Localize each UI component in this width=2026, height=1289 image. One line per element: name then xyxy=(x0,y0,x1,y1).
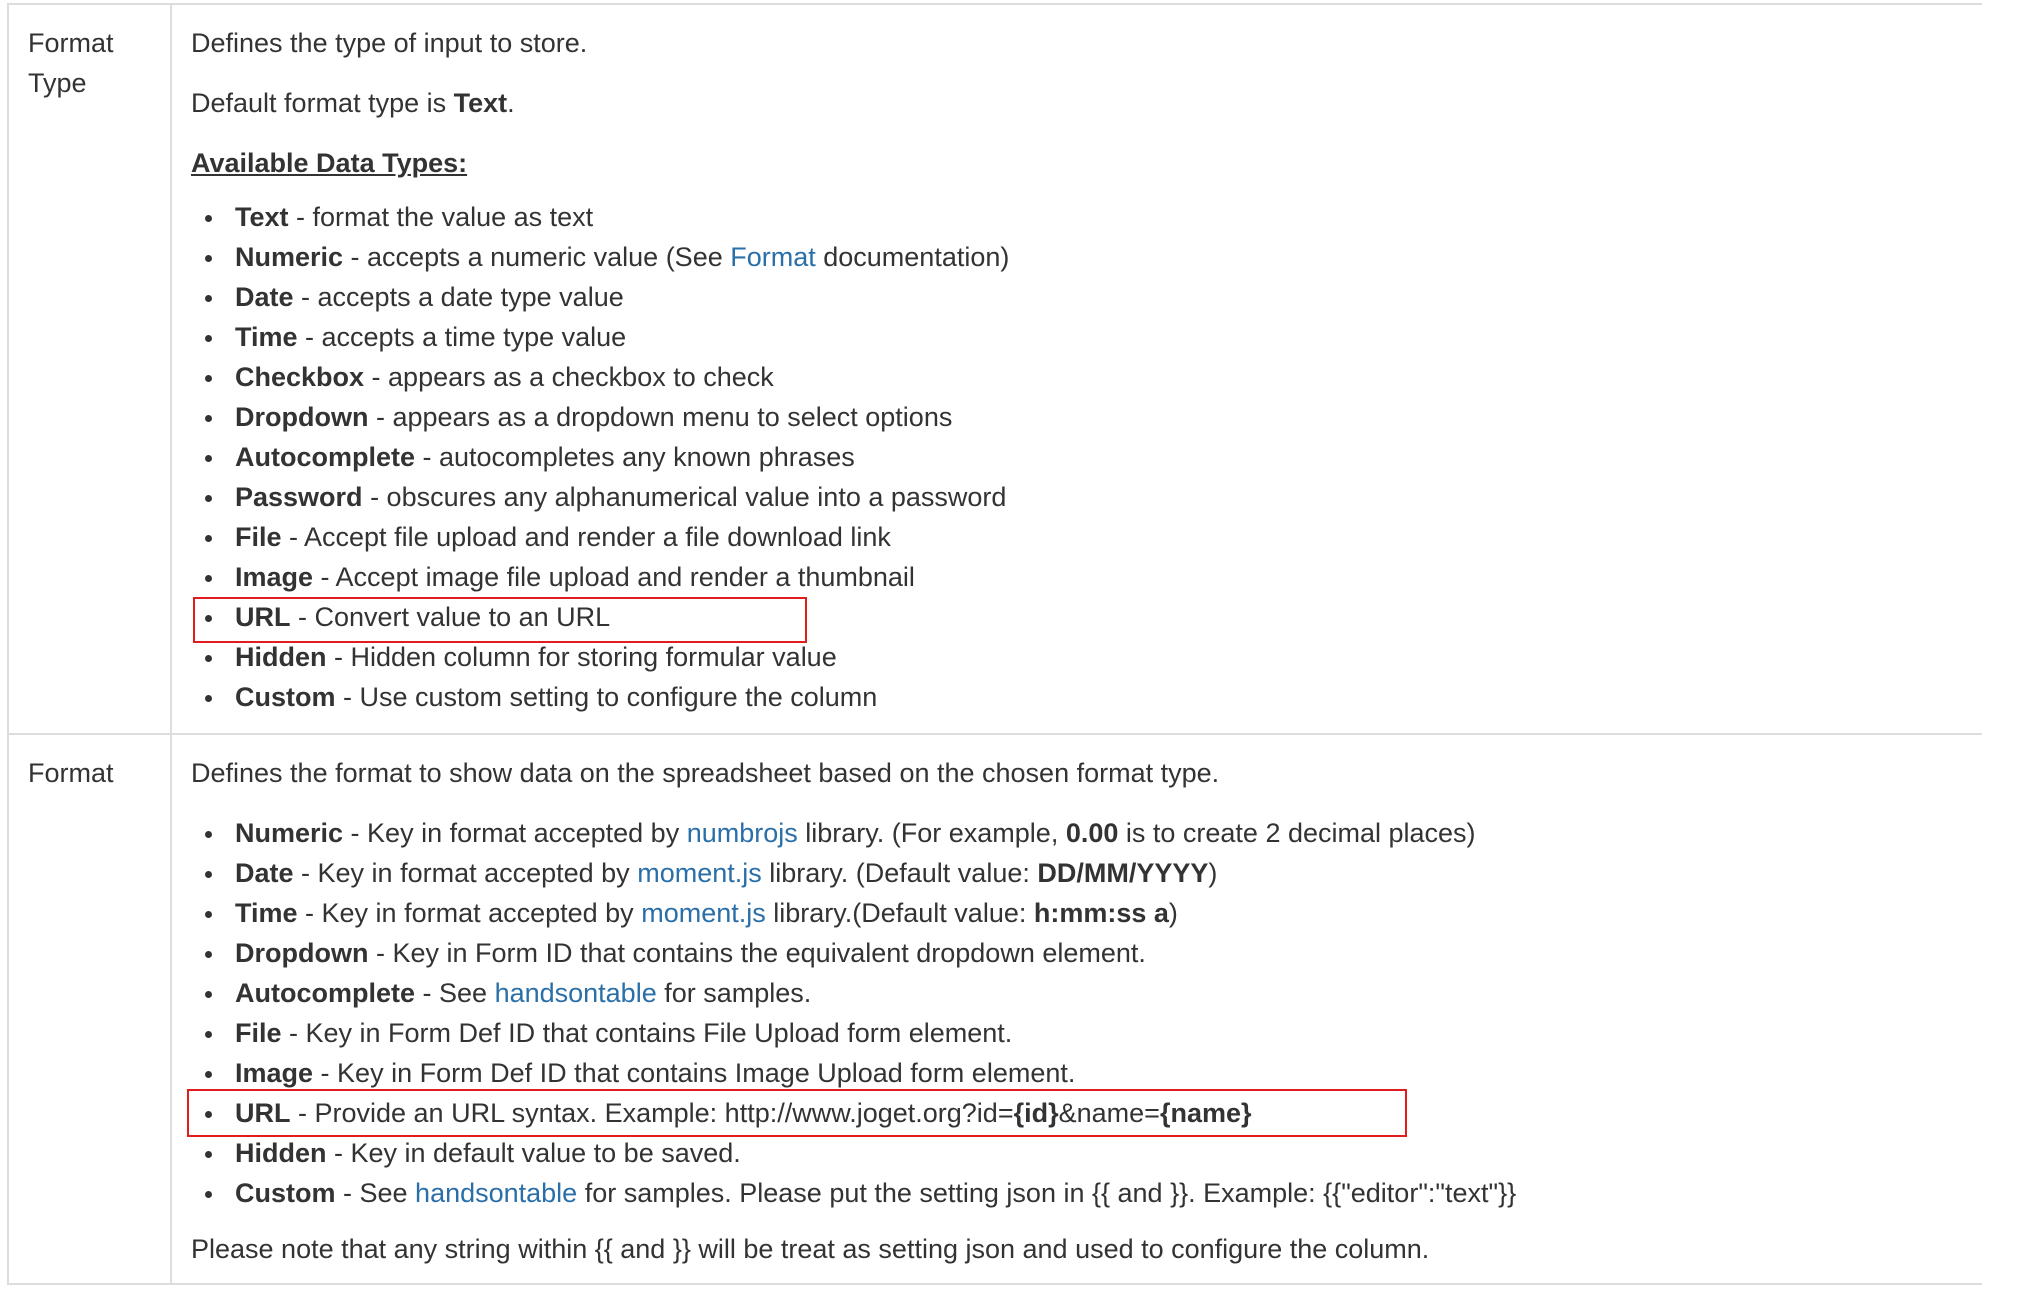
format-content xyxy=(191,753,1971,1289)
format-example-value: h:mm:ss a xyxy=(1033,898,1169,928)
default-format-note xyxy=(191,83,1971,123)
format-desc: - See xyxy=(335,1178,416,1208)
type-desc: - autocompletes any known phrases xyxy=(415,442,855,472)
default-format-prefix: Default format type is xyxy=(191,88,454,118)
format-desc: is to create 2 decimal places) xyxy=(1118,818,1476,848)
numbrojs-link[interactable]: numbrojs xyxy=(686,818,798,848)
format-desc: for samples. Please put the setting json in {{ and }}. Example: {{"editor":"text"}} xyxy=(577,1178,1517,1208)
table-border-left xyxy=(7,5,9,735)
list-item xyxy=(191,973,1971,1013)
list-item xyxy=(191,237,1971,277)
format-desc: - Key in format accepted by xyxy=(297,898,642,928)
format-desc: ) xyxy=(1208,858,1218,888)
documentation-table xyxy=(7,3,1982,1283)
format-example-value: 0.00 xyxy=(1065,818,1119,848)
handsontable-link[interactable]: handsontable xyxy=(415,1178,578,1208)
list-item xyxy=(191,477,1971,517)
format-desc: - Key in Form Def ID that contains File Upload form element. xyxy=(281,1018,1013,1048)
list-item xyxy=(191,933,1971,973)
type-name: Custom xyxy=(235,682,336,712)
type-name: Image xyxy=(235,562,314,592)
table-border-left xyxy=(7,735,9,1283)
type-name: Text xyxy=(235,202,289,232)
row-format-type xyxy=(7,3,1982,735)
row-format xyxy=(7,733,1982,1285)
type-name: Password xyxy=(235,482,363,512)
type-desc: - format the value as text xyxy=(288,202,594,232)
type-desc: - Use custom setting to configure the column xyxy=(335,682,878,712)
list-item xyxy=(191,893,1971,933)
format-name: Custom xyxy=(235,1178,336,1208)
default-format-suffix: . xyxy=(507,88,515,118)
format-desc: - See xyxy=(415,978,495,1008)
format-name: Time xyxy=(235,898,298,928)
list-item xyxy=(191,1013,1971,1053)
type-name: File xyxy=(235,522,282,552)
format-name: Autocomplete xyxy=(235,978,416,1008)
list-item xyxy=(191,1133,1971,1173)
list-item xyxy=(191,357,1971,397)
available-data-types-heading: Available Data Types: xyxy=(191,148,468,178)
type-name: Dropdown xyxy=(235,402,369,432)
handsontable-link[interactable]: handsontable xyxy=(494,978,657,1008)
list-item xyxy=(191,1053,1971,1093)
format-name: URL xyxy=(235,1098,291,1128)
momentjs-link[interactable]: moment.js xyxy=(641,898,766,928)
type-name: URL xyxy=(235,602,291,632)
list-item xyxy=(191,1173,1971,1213)
default-format-value: Text xyxy=(453,88,508,118)
type-desc: - Accept image file upload and render a thumbnail xyxy=(313,562,915,592)
format-name: Image xyxy=(235,1058,314,1088)
type-name: Numeric xyxy=(235,242,344,272)
table-column-divider xyxy=(170,5,172,735)
list-item xyxy=(191,853,1971,893)
format-desc: library.(Default value: xyxy=(765,898,1034,928)
type-name: Hidden xyxy=(235,642,327,672)
type-desc-after: documentation) xyxy=(815,242,1010,272)
format-name: File xyxy=(235,1018,282,1048)
list-item xyxy=(191,197,1971,237)
type-desc: - Convert value to an URL xyxy=(290,602,611,632)
list-item-url-format xyxy=(191,1093,1971,1133)
format-desc: for samples. xyxy=(656,978,812,1008)
list-item xyxy=(191,517,1971,557)
table-column-divider xyxy=(170,735,172,1283)
type-name: Time xyxy=(235,322,298,352)
format-name: Numeric xyxy=(235,818,344,848)
type-desc: - accepts a date type value xyxy=(293,282,624,312)
format-desc: - Key in default value to be saved. xyxy=(326,1138,741,1168)
format-note: Please note that any string within {{ and }} will be treat as setting json and used to configure the column. xyxy=(191,1234,1430,1264)
format-name: Dropdown xyxy=(235,938,369,968)
format-name: Date xyxy=(235,858,294,888)
format-intro: Defines the format to show data on the spreadsheet based on the chosen format type. xyxy=(191,758,1220,788)
type-name: Checkbox xyxy=(235,362,365,392)
format-doc-link[interactable]: Format xyxy=(730,242,816,272)
type-desc: - appears as a dropdown menu to select options xyxy=(368,402,953,432)
momentjs-link[interactable]: moment.js xyxy=(637,858,762,888)
type-desc: - appears as a checkbox to check xyxy=(364,362,774,392)
format-desc: - Key in Form ID that contains the equivalent dropdown element. xyxy=(368,938,1146,968)
format-desc: - Key in format accepted by xyxy=(293,858,638,888)
format-type-label: Format Type xyxy=(28,28,114,98)
type-name: Autocomplete xyxy=(235,442,416,472)
format-example-value: DD/MM/YYYY xyxy=(1037,858,1209,888)
format-desc: library. (Default value: xyxy=(761,858,1038,888)
list-item xyxy=(191,397,1971,437)
type-desc: - Accept file upload and render a file download link xyxy=(281,522,891,552)
type-name: Date xyxy=(235,282,294,312)
list-item xyxy=(191,677,1971,717)
format-desc: - Provide an URL syntax. Example: http://www.joget.org?id= xyxy=(290,1098,1014,1128)
list-item xyxy=(191,813,1971,853)
format-desc: library. (For example, xyxy=(797,818,1066,848)
url-name-placeholder: {name} xyxy=(1159,1098,1252,1128)
data-types-list xyxy=(191,197,1971,717)
list-item xyxy=(191,557,1971,597)
list-item xyxy=(191,317,1971,357)
format-type-intro: Defines the type of input to store. xyxy=(191,28,588,58)
format-desc: - Key in Form Def ID that contains Image Upload form element. xyxy=(313,1058,1076,1088)
format-list xyxy=(191,813,1971,1213)
type-desc: - accepts a numeric value (See xyxy=(343,242,731,272)
format-desc: &name= xyxy=(1058,1098,1160,1128)
url-id-placeholder: {id} xyxy=(1013,1098,1059,1128)
type-desc: - Hidden column for storing formular value xyxy=(326,642,837,672)
format-desc: - Key in format accepted by xyxy=(343,818,687,848)
list-item-url-type xyxy=(191,597,1971,637)
format-label: Format xyxy=(28,758,114,788)
list-item xyxy=(191,437,1971,477)
list-item xyxy=(191,637,1971,677)
format-name: Hidden xyxy=(235,1138,327,1168)
type-desc: - accepts a time type value xyxy=(297,322,627,352)
format-type-content xyxy=(191,23,1971,717)
format-desc: ) xyxy=(1168,898,1178,928)
type-desc: - obscures any alphanumerical value into a password xyxy=(362,482,1007,512)
list-item xyxy=(191,277,1971,317)
